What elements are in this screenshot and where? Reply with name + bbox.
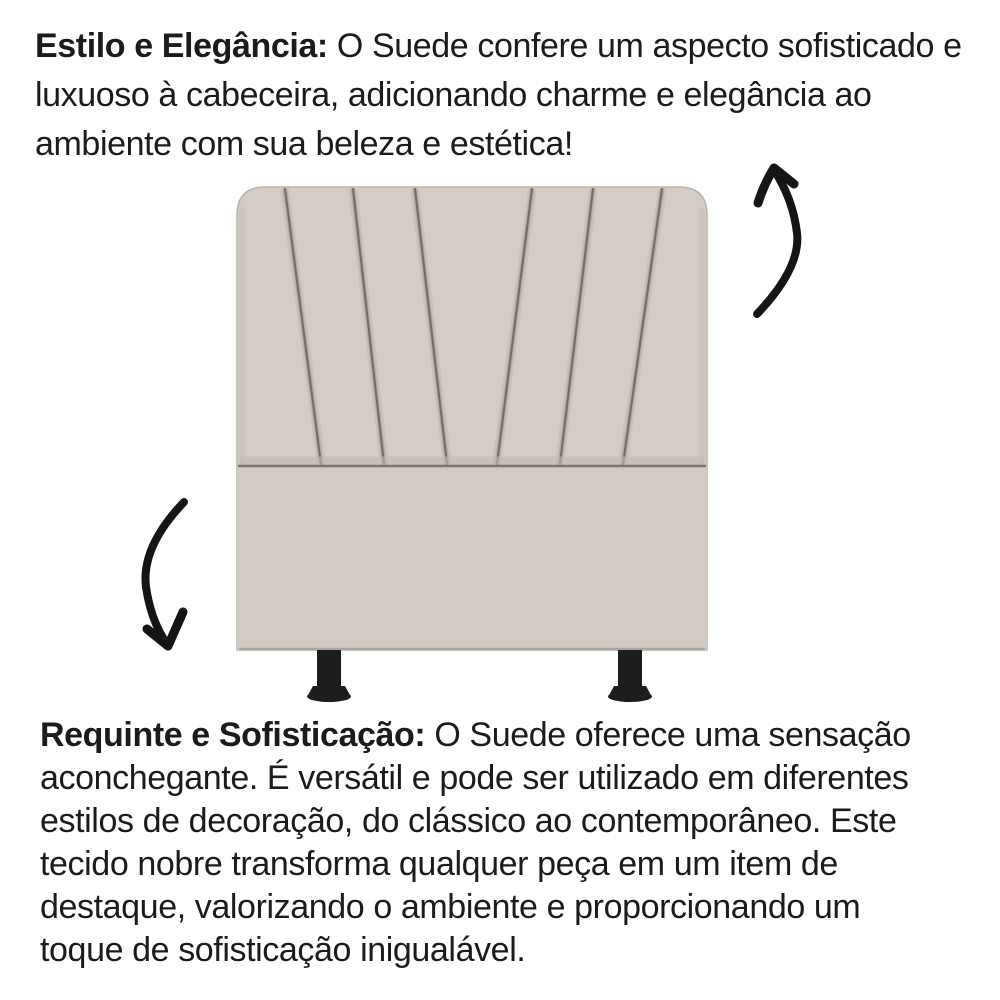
outro-line-4: tecido nobre transforma qualquer peça em um item de xyxy=(40,845,838,883)
curved-down-arrow-icon xyxy=(145,502,184,646)
intro-line-3: ambiente com sua beleza e estética! xyxy=(35,125,573,163)
curved-up-arrow-icon xyxy=(757,168,797,314)
intro-line-1 xyxy=(35,22,962,71)
outro-line-3: estilos de decoração, do clássico ao contemporâneo. Este xyxy=(40,802,897,840)
intro-line-1-text: O Suede confere um aspecto sofisticado e xyxy=(327,27,962,65)
headboard-leg-right xyxy=(608,650,652,702)
outro-paragraph xyxy=(40,714,911,972)
outro-line-6: toque de sofisticação inigualável. xyxy=(40,931,526,969)
intro-paragraph xyxy=(35,22,962,169)
intro-line-2: luxuoso à cabeceira, adicionando charme e elegância ao xyxy=(35,76,872,114)
headboard-lower-panel xyxy=(237,466,707,650)
outro-line-1-text: O Suede oferece uma sensação xyxy=(425,716,911,754)
outro-line-1 xyxy=(40,714,911,757)
outro-heading: Requinte e Sofisticação: xyxy=(40,716,426,754)
outro-line-2: aconchegante. É versátil e pode ser utilizado em diferentes xyxy=(40,759,909,797)
intro-heading: Estilo e Elegância: xyxy=(35,27,328,65)
outro-line-5: destaque, valorizando o ambiente e proporcionando um xyxy=(40,888,861,926)
headboard-leg-left xyxy=(307,650,351,702)
